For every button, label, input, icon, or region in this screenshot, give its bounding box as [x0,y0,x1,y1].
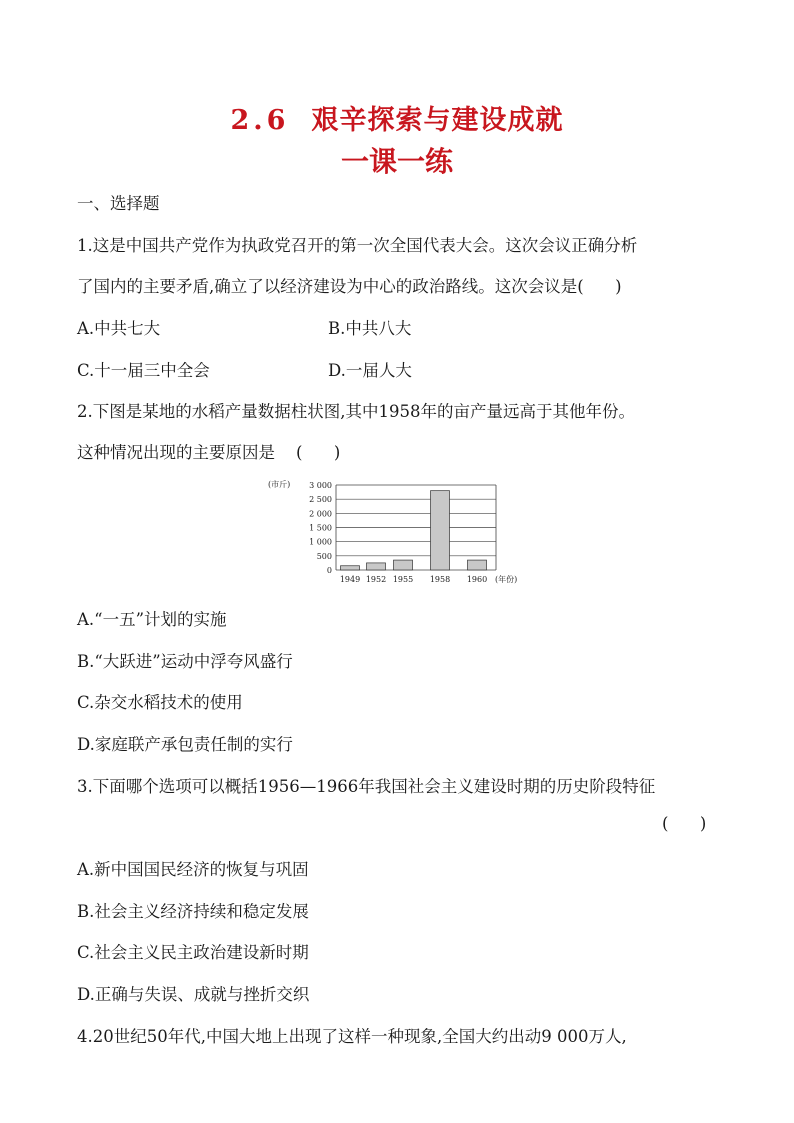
chart-x-tick-label: 1952 [365,575,387,584]
chart-bar [367,563,386,570]
title-number: 2.6 [230,105,290,136]
q1-option-a: A.中共七大 [77,319,161,338]
q2-option-d: D.家庭联产承包责任制的实行 [77,735,293,754]
q2-option-b: B.“大跃进”运动中浮夸风盛行 [77,652,293,671]
q1-stem-line-2: 了国内的主要矛盾,确立了以经济建设为中心的政治路线。这次会议是( ) [77,277,622,296]
chart-bar [394,560,413,570]
chart-x-axis-label: (年份) [495,575,518,584]
q3-stem-line-1: 3.下面哪个选项可以概括1956—1966年我国社会主义建设时期的历史阶段特征 [77,777,656,796]
rice-yield-bar-chart [260,474,540,586]
q4-stem-line-1: 4.20世纪50年代,中国大地上出现了这样一种现象,全国大约出动9 000万人, [77,1027,627,1046]
chart-y-tick-label: 1 500 [309,523,332,533]
q3-option-d: D.正确与失误、成就与挫折交织 [77,985,310,1004]
chart-x-tick-label: 1960 [466,575,488,584]
chart-y-tick-label: 1 000 [309,537,332,547]
chart-bar [431,491,450,570]
title-text: 艰辛探索与建设成就 [311,105,564,136]
chart-y-axis-label: (市斤) [268,480,291,489]
q1-option-c: C.十一届三中全会 [77,361,210,380]
page-title [0,98,794,137]
q2-stem-line-1: 2.下图是某地的水稻产量数据柱状图,其中1958年的亩产量远高于其他年份。 [77,402,635,421]
q2-stem-line-2: 这种情况出现的主要原因是 ( ) [77,443,341,462]
chart-y-tick-label: 3 000 [309,481,332,490]
q1-stem-line-1: 1.这是中国共产党作为执政党召开的第一次全国代表大会。这次会议正确分析 [77,236,638,255]
chart-x-tick-label: 1958 [429,575,451,584]
chart-x-tick-label: 1949 [339,575,361,584]
q3-answer-paren: ( ) [662,814,707,833]
page-subtitle: 一课一练 [340,145,453,178]
q1-option-b: B.中共八大 [328,319,412,338]
chart-y-tick-label: 500 [316,551,332,561]
q3-option-c: C.社会主义民主政治建设新时期 [77,943,309,962]
chart-y-tick-label: 0 [326,566,332,575]
q2-option-c: C.杂交水稻技术的使用 [77,693,243,712]
chart-bar [341,566,360,570]
chart-x-tick-label: 1955 [392,575,414,584]
chart-y-tick-label: 2 500 [309,495,332,505]
q1-option-d: D.一届人大 [328,361,412,380]
chart-y-tick-label: 2 000 [309,509,332,519]
q3-option-b: B.社会主义经济持续和稳定发展 [77,902,309,921]
q2-option-a: A.“一五”计划的实施 [77,610,227,629]
section-heading: 一、选择题 [77,194,160,213]
q3-option-a: A.新中国国民经济的恢复与巩固 [77,860,309,879]
chart-bar [468,560,487,570]
